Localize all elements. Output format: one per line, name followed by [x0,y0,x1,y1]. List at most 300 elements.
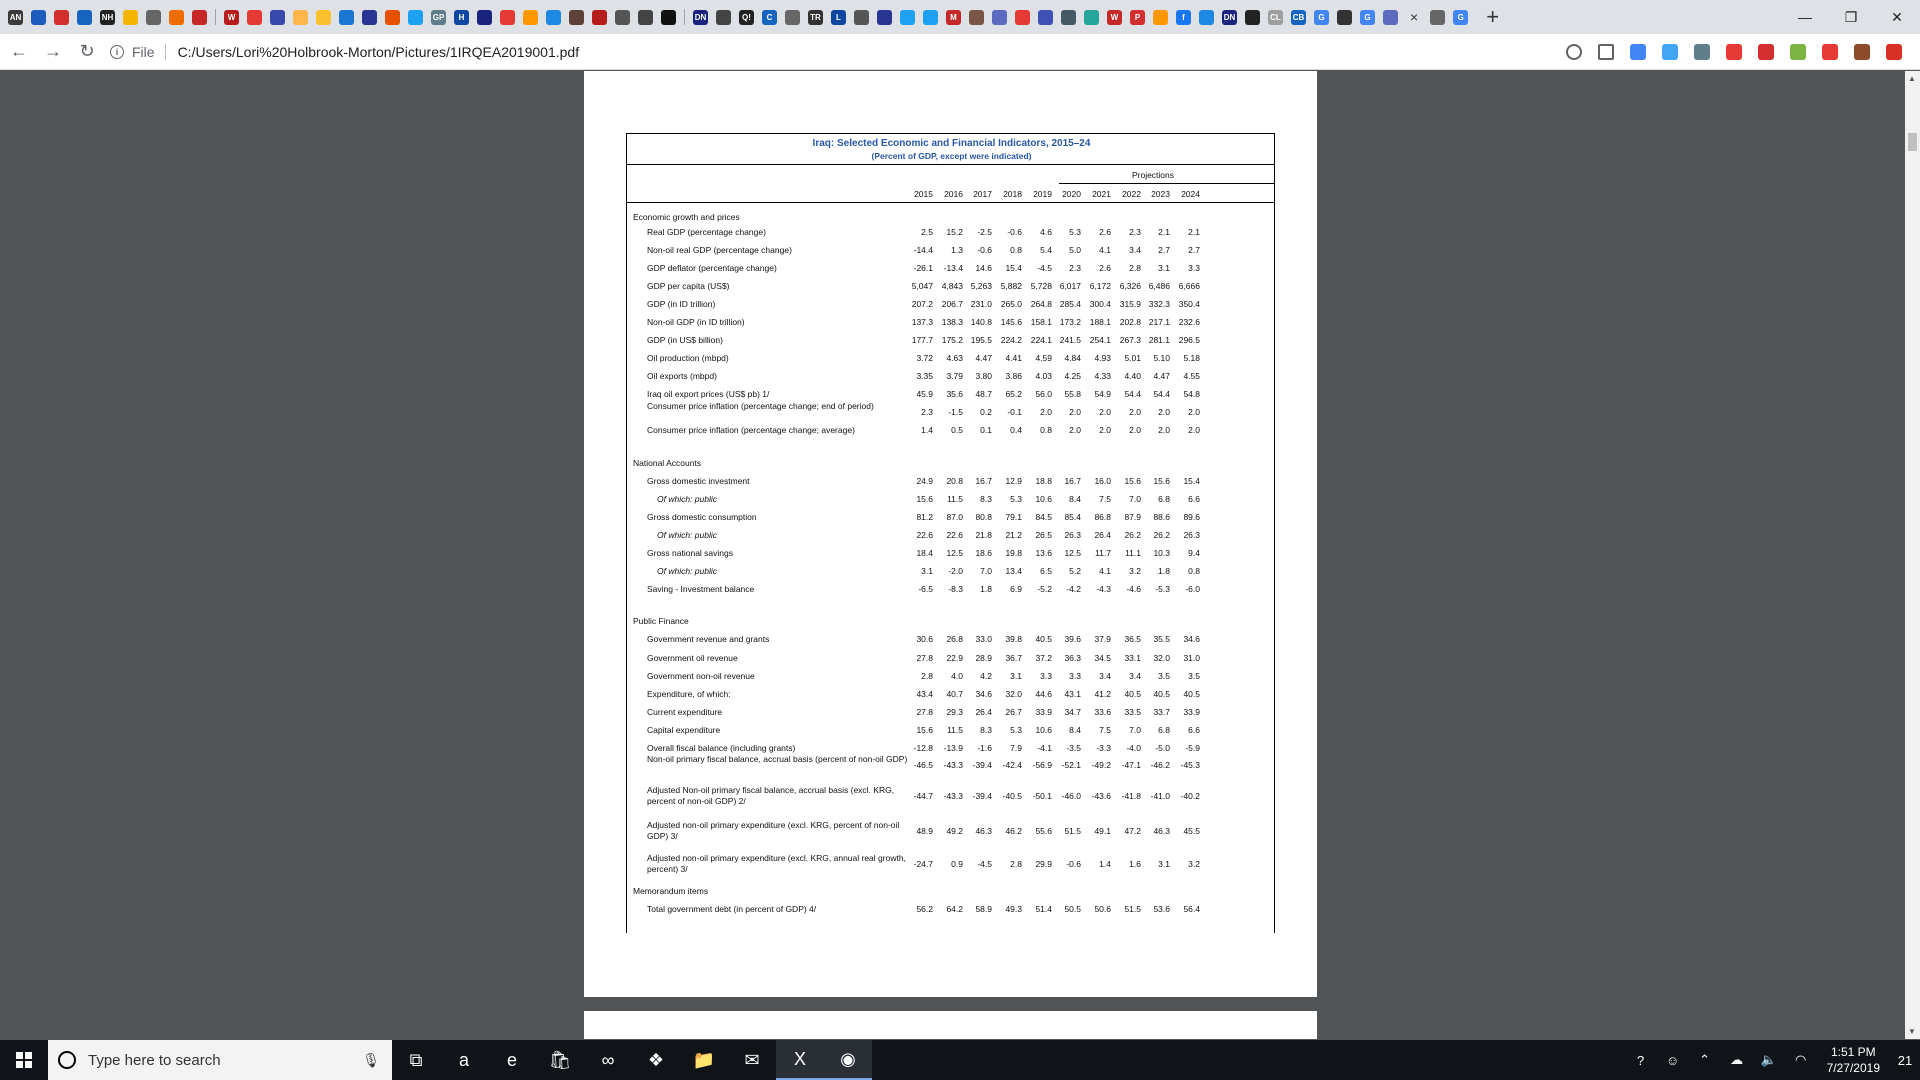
table-cell: 51.5 [1064,826,1081,836]
table-cell: 3.5 [1188,671,1200,681]
year-header: 2018 [1003,189,1022,199]
table-cell: 18.8 [1035,476,1052,486]
table-cell: 296.5 [1178,335,1200,345]
table-cell: 2.0 [1188,425,1200,435]
table-cell: -14.4 [913,245,933,255]
back-button[interactable]: ← [10,41,28,61]
table-cell: 49.3 [1005,904,1022,914]
table-cell: 8.4 [1069,494,1081,504]
table-cell: -13.9 [943,743,963,753]
row-label: Public Finance [633,616,689,626]
row-label: Gross domestic investment [647,476,750,486]
row-label: Total government debt (in percent of GDP) 4/ [647,904,817,914]
scroll-down-icon[interactable]: ▼ [1908,1027,1916,1036]
zoom-icon[interactable] [1566,44,1582,60]
table-cell: 5,047 [911,281,933,291]
table-cell: -1.5 [948,407,963,417]
table-cell: 65.2 [1005,389,1022,399]
table-cell: 36.3 [1064,653,1081,663]
tab-favicon[interactable] [900,10,915,25]
row-label: Gross national savings [647,548,733,558]
table-cell: 26.5 [1035,530,1052,540]
tab-favicon[interactable] [1015,10,1030,25]
table-cell: -4.5 [1037,263,1052,273]
tab-favicon[interactable] [316,10,331,25]
tab-favicon[interactable]: G [1453,10,1468,25]
tab-favicon[interactable]: f [1176,10,1191,25]
table-cell: 9.4 [1188,548,1200,558]
forward-button[interactable]: → [44,41,62,61]
clock[interactable] [1827,1044,1880,1076]
tab-favicon[interactable]: DN [1222,10,1237,25]
table-cell: 7.5 [1099,494,1111,504]
table-cell: 2.7 [1158,245,1170,255]
table-cell: -49.2 [1091,760,1111,770]
table-cell: -4.3 [1096,584,1111,594]
table-cell: 56.2 [916,904,933,914]
table-cell: 224.1 [1030,335,1052,345]
excel-icon[interactable]: X [776,1040,824,1080]
table-cell: 4.25 [1064,371,1081,381]
tab-favicon[interactable] [1383,10,1398,25]
table-cell: 53.6 [1153,904,1170,914]
minimize-button[interactable]: — [1798,9,1812,25]
tab-favicon[interactable] [123,10,138,25]
table-cell: 0.2 [980,407,992,417]
tab-favicon[interactable] [592,10,607,25]
table-cell: -41.0 [1150,791,1170,801]
tab-favicon[interactable] [854,10,869,25]
table-cell: 11.7 [1095,548,1111,558]
table-cell: 3.4 [1129,671,1141,681]
update-icon[interactable] [1886,44,1902,60]
table-cell: 3.72 [916,353,933,363]
table-cell: 6,017 [1059,281,1081,291]
scrollbar-thumb[interactable] [1908,133,1917,151]
action-center-button[interactable] [1890,1040,1920,1080]
table-title: Iraq: Selected Economic and Financial Indicators, 2015–24 [812,138,1091,149]
table-cell: 5.3 [1010,725,1022,735]
tab-favicon[interactable] [992,10,1007,25]
tab-favicon[interactable] [362,10,377,25]
year-header-row [627,189,1275,201]
table-cell: 40.5 [1183,689,1200,699]
table-cell: 6.9 [1010,584,1022,594]
close-tab-icon[interactable]: × [1410,9,1419,25]
table-cell: -4.2 [1066,584,1081,594]
row-label: Iraq oil export prices (US$ pb) 1/ [647,389,770,399]
table-cell: -5.3 [1155,584,1170,594]
mail-icon[interactable]: ✉ [744,1049,760,1070]
tab-favicon[interactable] [1038,10,1053,25]
table-cell: 35.5 [1153,634,1170,644]
row-label: Government oil revenue [647,653,738,663]
table-cell: -43.3 [943,760,963,770]
table-cell: 35.6 [946,389,963,399]
tab-favicon[interactable] [169,10,184,25]
tab-favicon[interactable]: G [1360,10,1375,25]
table-cell: 5.18 [1183,353,1200,363]
table-cell: -4.0 [1126,743,1141,753]
header-rule [627,202,1275,203]
tab-favicon[interactable] [500,10,515,25]
table-cell: 3.2 [1188,859,1200,869]
close-window-button[interactable]: ✕ [1891,8,1903,25]
task-view-icon[interactable]: ⧉ [409,1049,423,1070]
table-cell: 138.3 [941,317,963,327]
table-cell: 45.9 [916,389,933,399]
chrome-icon[interactable]: ◉ [824,1040,872,1080]
table-cell: 5.01 [1124,353,1141,363]
table-cell: 49.2 [946,826,963,836]
table-cell: -13.4 [943,263,963,273]
tab-favicon[interactable] [661,10,676,25]
table-cell: 56.4 [1183,904,1200,914]
table-cell: 49.1 [1094,826,1111,836]
table-subtitle: (Percent of GDP, except were indicated) [871,151,1032,161]
tab-favicon[interactable] [638,10,653,25]
table-cell: 0.4 [1010,425,1022,435]
table-cell: 50.5 [1064,904,1081,914]
pdf-viewer[interactable] [0,71,1905,1039]
table-cell: 5,882 [1000,281,1022,291]
amazon-icon[interactable]: a [458,1049,469,1070]
table-cell: 4.47 [975,353,992,363]
tab-favicon[interactable]: H [454,10,469,25]
tab-favicon[interactable]: DN [693,10,708,25]
tab-favicon[interactable]: CL [1268,10,1283,25]
infinity-app-icon[interactable]: ∞ [601,1049,615,1070]
tab-favicon[interactable] [1084,10,1099,25]
notification-count: 21 [1897,1052,1913,1068]
table-cell: -4.5 [977,859,992,869]
window-controls [1782,0,1920,34]
table-cell: -0.6 [977,245,992,255]
table-cell: 8.3 [980,494,992,504]
wifi-icon[interactable]: ◠ [1794,1052,1807,1067]
tab-favicon[interactable] [569,10,584,25]
row-label: GDP (in ID trillion) [647,299,716,309]
adblock-extension-icon[interactable] [1758,44,1774,60]
row-label: Gross domestic consumption [647,512,757,522]
table-cell: 5.10 [1153,353,1170,363]
table-cell: -26.1 [913,263,933,273]
tab-favicon[interactable]: G [1314,10,1329,25]
chevron-up-icon[interactable]: ⌃ [1699,1052,1711,1067]
store-icon[interactable]: 🛍 [548,1049,572,1070]
tab-favicon[interactable] [969,10,984,25]
table-cell: 84.5 [1035,512,1052,522]
table-cell: 3.3 [1040,671,1052,681]
table-cell: 34.6 [975,689,992,699]
table-cell: 195.5 [970,335,992,345]
table-cell: 3.86 [1005,371,1022,381]
row-label: Non-oil GDP (in ID trillion) [647,317,745,327]
table-cell: 37.9 [1094,634,1111,644]
people-icon[interactable]: ☺ [1665,1052,1680,1068]
table-cell: 2.0 [1129,425,1141,435]
table-cell: 26.3 [1183,530,1200,540]
tab-favicon[interactable] [477,10,492,25]
row-label: GDP per capita (US$) [647,281,730,291]
projections-label: Projections [1131,170,1175,180]
row-label: Non-oil primary fiscal balance, accrual basis (percent of non-oil GDP) [647,754,908,764]
tab-favicon[interactable] [923,10,938,25]
tab-favicon[interactable] [192,10,207,25]
info-icon[interactable]: i [110,45,124,59]
table-cell: -6.0 [1185,584,1200,594]
table-cell: 332.3 [1148,299,1170,309]
tab-favicon[interactable] [877,10,892,25]
table-cell: 5.0 [1069,245,1081,255]
table-cell: 32.0 [1153,653,1170,663]
dropbox-icon[interactable]: ❖ [647,1049,665,1070]
table-cell: 2.0 [1158,425,1170,435]
table-cell: 54.9 [1094,389,1111,399]
tab-favicon[interactable]: Q! [739,10,754,25]
table-cell: 265.0 [1000,299,1022,309]
tab-favicon[interactable] [1245,10,1260,25]
restore-button[interactable]: ❐ [1844,8,1858,25]
table-cell: 2.0 [1069,425,1081,435]
address-bar[interactable] [110,37,1580,67]
table-cell: 6.8 [1158,494,1170,504]
table-cell: -39.4 [972,791,992,801]
table-cell: 4.2 [980,671,992,681]
tab-favicon[interactable] [523,10,538,25]
table-cell: 137.3 [911,317,933,327]
table-cell: 87.9 [1124,512,1141,522]
table-cell: 21.2 [1005,530,1022,540]
table-cell: 188.1 [1089,317,1111,327]
table-cell: 15.6 [1124,476,1141,486]
table-cell: 10.3 [1153,548,1170,558]
projections-rule [1059,183,1275,184]
table-cell: 4.63 [946,353,963,363]
table-cell: 47.2 [1124,826,1141,836]
tab-favicon[interactable] [247,10,262,25]
scroll-up-icon[interactable]: ▲ [1908,74,1916,83]
row-label: Capital expenditure [647,725,721,735]
taskbar-search[interactable] [48,1040,392,1080]
translate-extension-icon[interactable] [1630,44,1646,60]
tab-favicon[interactable]: W [224,10,239,25]
table-cell: 16.7 [975,476,992,486]
table-cell: 24.9 [916,476,933,486]
table-cell: 173.2 [1059,317,1081,327]
row-label: Consumer price inflation (percentage change; end of period) [647,401,874,411]
tab-favicon[interactable]: GP [431,10,446,25]
tab-favicon[interactable] [385,10,400,25]
row-label: Government non-oil revenue [647,671,755,681]
edge-icon[interactable]: e [506,1049,517,1070]
table-cell: 46.3 [975,826,992,836]
table-cell: 16.7 [1064,476,1081,486]
row-label: GDP deflator (percentage change) [647,263,777,273]
table-cell: 34.6 [1183,634,1200,644]
tab-favicon[interactable] [54,10,69,25]
table-cell: 29.3 [946,707,963,717]
table-cell: -4.6 [1126,584,1141,594]
table-cell: 26.7 [1005,707,1022,717]
table-cell: 1.4 [1099,859,1111,869]
table-cell: -5.9 [1185,743,1200,753]
volume-icon[interactable]: 🔈 [1760,1052,1777,1067]
bookmark-star-icon[interactable] [1598,44,1614,60]
table-cell: -43.3 [943,791,963,801]
clock-time: 1:51 PM [1830,1045,1876,1059]
table-cell: 19.8 [1005,548,1022,558]
year-header: 2021 [1092,189,1111,199]
row-label: Memorandum items [633,886,709,896]
tab-favicon[interactable]: L [831,10,846,25]
tab-favicon[interactable] [408,10,423,25]
profile-avatar-icon[interactable] [1854,44,1870,60]
new-tab-button[interactable]: + [1486,4,1500,29]
table-cell: 15.2 [946,227,963,237]
table-cell: 26.4 [975,707,992,717]
year-header: 2016 [944,189,963,199]
reload-button[interactable]: ↻ [79,41,95,61]
tab-favicon[interactable]: CB [1291,10,1306,25]
table-cell: 2.8 [921,671,933,681]
table-cell: 6,486 [1148,281,1170,291]
tab-favicon[interactable] [1430,10,1445,25]
row-label: Non-oil real GDP (percentage change) [647,245,792,255]
tab-favicon[interactable]: AN [8,10,23,25]
table-cell: -46.5 [913,760,933,770]
table-cell: 2.3 [1069,263,1081,273]
table-cell: 5,728 [1030,281,1052,291]
table-cell: -5.0 [1155,743,1170,753]
onedrive-icon[interactable]: ☁ [1730,1052,1744,1067]
table-cell: 4.59 [1035,353,1052,363]
tab-separator [215,9,216,25]
help-icon[interactable]: ? [1636,1052,1645,1068]
table-cell: 2.3 [1129,227,1141,237]
table-cell: 79.1 [1005,512,1022,522]
row-label: Economic growth and prices [633,212,740,222]
table-cell: 86.8 [1094,512,1111,522]
table-cell: -4.1 [1037,743,1052,753]
table-cell: 267.3 [1119,335,1141,345]
table-cell: 34.7 [1064,707,1081,717]
table-cell: 2.0 [1099,407,1111,417]
tab-separator [684,9,685,25]
tab-favicon[interactable] [716,10,731,25]
start-button[interactable] [0,1040,48,1080]
table-cell: 2.0 [1069,407,1081,417]
tab-favicon[interactable]: M [946,10,961,25]
tab-favicon[interactable]: C [762,10,777,25]
table-cell: 28.9 [975,653,992,663]
tab-favicon[interactable] [1199,10,1214,25]
tab-favicon[interactable]: P [1130,10,1145,25]
tab-favicon[interactable] [293,10,308,25]
system-tray [1625,1040,1920,1080]
table-cell: 1.6 [1129,859,1141,869]
row-label: Consumer price inflation (percentage change; average) [647,425,855,435]
tab-favicon[interactable] [615,10,630,25]
table-cell: 8.4 [1069,725,1081,735]
table-rule [627,164,1275,165]
table-cell: -6.5 [918,584,933,594]
windows-taskbar [0,1040,1920,1080]
table-cell: 54.4 [1153,389,1170,399]
microphone-icon[interactable]: 🎙 [362,1051,380,1068]
table-cell: -45.3 [1180,760,1200,770]
table-cell: 3.1 [921,566,933,576]
table-cell: 12.9 [1005,476,1022,486]
table-cell: 64.2 [946,904,963,914]
cortana-icon [58,1051,76,1069]
table-cell: 56.0 [1035,389,1052,399]
tab-favicon[interactable] [785,10,800,25]
browser-toolbar [0,34,1920,70]
table-cell: 0.9 [951,859,963,869]
tab-favicon[interactable] [146,10,161,25]
table-cell: 5.2 [1069,566,1081,576]
url-text[interactable]: C:/Users/Lori%20Holbrook-Morton/Pictures/1IRQEA2019001.pdf [177,44,580,60]
shield-extension-icon[interactable] [1694,44,1710,60]
tab-favicon[interactable]: W [1107,10,1122,25]
tab-favicon[interactable] [1061,10,1076,25]
row-label: Of which: public [657,494,717,504]
tab-favicon[interactable] [270,10,285,25]
table-cell: 0.5 [951,425,963,435]
table-cell: 50.6 [1094,904,1111,914]
table-cell: 27.8 [916,707,933,717]
table-cell: 26.8 [946,634,963,644]
row-label: Government revenue and grants [647,634,770,644]
tab-favicon[interactable] [31,10,46,25]
tab-favicon[interactable]: TR [808,10,823,25]
viewer-scrollbar[interactable] [1905,71,1920,1039]
table-cell: 0.1 [980,425,992,435]
table-cell: 13.6 [1035,548,1052,558]
pdf-extension-icon[interactable] [1726,44,1742,60]
tab-favicon[interactable] [1337,10,1352,25]
table-cell: 315.9 [1119,299,1141,309]
table-cell: 2.0 [1129,407,1141,417]
tab-favicon[interactable] [77,10,92,25]
table-cell: 33.7 [1153,707,1170,717]
tab-favicon[interactable] [546,10,561,25]
table-cell: 1.3 [951,245,963,255]
tab-favicon[interactable]: NH [100,10,115,25]
table-cell: -5.2 [1037,584,1052,594]
table-cell: 43.1 [1064,689,1081,699]
table-cell: 22.6 [916,530,933,540]
tab-favicon[interactable] [339,10,354,25]
table-cell: 1.4 [921,425,933,435]
table-cell: 4.55 [1183,371,1200,381]
table-cell: 3.4 [1099,671,1111,681]
save-extension-icon[interactable] [1822,44,1838,60]
cloud-extension-icon[interactable] [1662,44,1678,60]
table-cell: 0.8 [1188,566,1200,576]
security-extension-icon[interactable] [1790,44,1806,60]
table-cell: 2.6 [1099,227,1111,237]
table-cell: -24.7 [913,859,933,869]
table-cell: 21.8 [975,530,992,540]
table-cell: -0.6 [1007,227,1022,237]
file-explorer-icon[interactable]: 📁 [692,1049,716,1070]
table-cell: 51.4 [1035,904,1052,914]
table-cell: 11.5 [947,725,963,735]
table-cell: 5.3 [1069,227,1081,237]
tab-favicon[interactable] [1153,10,1168,25]
